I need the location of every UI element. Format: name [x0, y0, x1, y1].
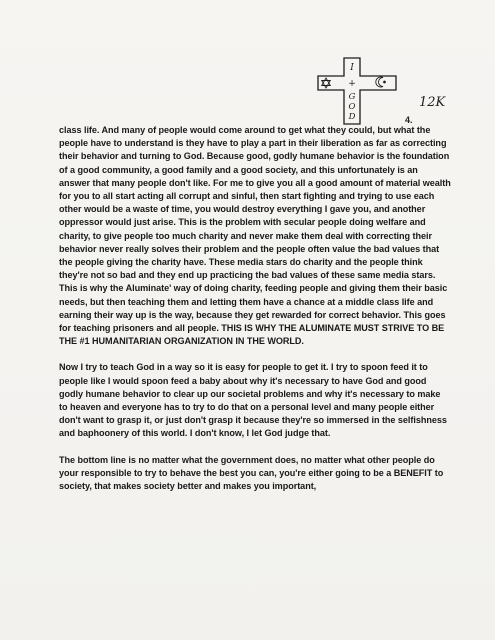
- cross-letter-g: G: [348, 92, 356, 102]
- cross-letters-text: [0, 0, 1, 1]
- body-text: [59, 124, 451, 506]
- paragraph-3: The bottom line is no matter what the government does, no matter what other people do your responsible to try to behave the best you can, you're either going to be a BENEFIT to society, that makes society better and makes you important,: [59, 454, 444, 492]
- page-number: 4.: [405, 115, 413, 125]
- paragraph-1: [59, 124, 451, 348]
- cross-letter-d: D: [348, 112, 356, 122]
- cross-emblem-icon: [314, 56, 404, 126]
- star-of-david-icon: [322, 78, 331, 88]
- paragraph-2: Now I try to teach God in a way so it is easy for people to get it. I try to spoon feed it to people like I would spoon feed a baby about why it's necessary to have God and good godly humane behavior to clear up our societal problems and why it's necessary to make to heaven and everyone has to try to do that on a personal level and many people either don't want to grasp it, or just don't grasp it because they're so immersed in the selfishness and baphoonery of this world. I don't know, I let God judge that.: [59, 362, 447, 439]
- paragraph-1-text: class life. And many of people would come around to get what they could, but what the people have to understand is they have to play a part in their liberation as far as correcting their behavior and turning to God. Because good, godly humane behavior is the foundation of a good community, a good family and a good society, and this unfortunately is an answer that many people don't like. For me to give you all a good amount of material wealth for you to all start acting all corrupt and sinful, then start fighting and trying to use each other would be a waste of time, you would destroy everything I gave you, and another oppressor would just arise. This is the problem with secular people doing welfare and charity, to give people too much charity and never make them deal with correcting their behavior never really solves their problem and the people often value the bad values that the people giving the charity have. These media stars do charity and the people think they're not so bad and they end up practicing the bad values of these same media stars. This is why the Aluminate' way of doing charity, feeding people and giving them their basic needs, but then teaching them and letting them have a chance at a middle class life and earning their way up is the way, because they get rewarded for correct behavior. This goes for teaching prisoners and all people.: [59, 125, 451, 334]
- cross-letter-i: I: [350, 63, 354, 73]
- handwritten-note: 12K: [419, 95, 446, 110]
- crescent-star-icon: [376, 77, 386, 87]
- cross-letter-plus: +: [348, 79, 356, 89]
- cross-letter-o: O: [348, 102, 356, 112]
- paragraph-1-emphasis: THIS IS WHY THE ALUMINATE MUST STRIVE TO BE THE #1 HUMANITARIAN ORGANIZATION IN THE WORLD.: [59, 323, 445, 347]
